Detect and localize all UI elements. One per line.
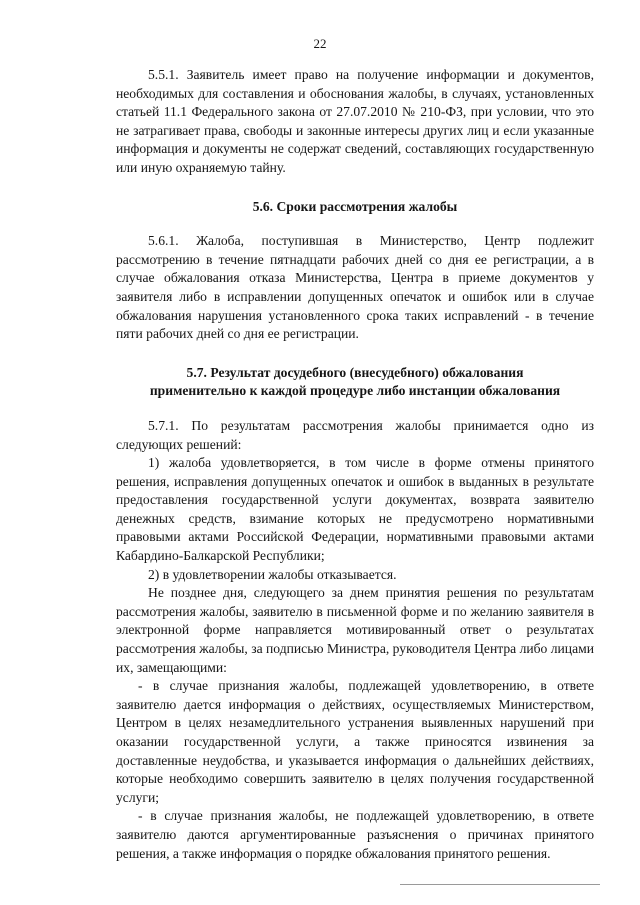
heading-5-7-line-1: 5.7. Результат досудебного (внесудебного) обжалования	[186, 364, 524, 380]
list-item-1: 1) жалоба удовлетворяется, в том числе в форме отмены принятого решения, исправления допущенных опечаток и ошибок в выданных в результате предоставления государственной услуги документах, возврата заявителю денежных средств, взимание которых не предусмотрено нормативными правовыми актами Российской Федерации, нормативными правовыми актами Кабардино-Балкарской Республики;	[116, 455, 594, 564]
paragraph-deadline: Не позднее дня, следующего за днем принятия решения по результатам рассмотрения жалобы, заявителю в письменной форме и по желанию заявителя в электронной форме направляется мотивированный ответ о результатах рассмотрения жалобы, за подписью Министра, руководителя Центра либо лицами их, замещающими:	[116, 585, 594, 675]
paragraph-5-6-1: 5.6.1. Жалоба, поступившая в Министерство, Центр подлежит рассмотрению в течение пятнадцати рабочих дней со дня ее регистрации, а в случае обжалования отказа Министерства, Центра в приеме документов у заявителя либо в исправлении допущенных опечаток и ошибок или в случае обжалования нарушения установленного срока таких исправлений - в течение пяти рабочих дней со дня ее регистрации.	[116, 233, 594, 342]
dash-item-satisfied: - в случае признания жалобы, подлежащей удовлетворению, в ответе заявителю дается информация о действиях, осуществляемых Министерством, Центром в целях незамедлительного устранения выявленных нарушений при оказании государственной услуги, а также приносятся извинения за доставленные неудобства, и указывается информация о дальнейших действиях, которые необходимо совершить заявителю в целях получения государственной услуги;	[116, 678, 594, 805]
dash-item-rejected: - в случае признания жалобы, не подлежащей удовлетворению, в ответе заявителю даются аргументированные разъяснения о причинах принятого решения, а также информация о порядке обжалования принятого решения.	[116, 808, 594, 861]
heading-5-6: 5.6. Сроки рассмотрения жалобы	[252, 198, 458, 214]
paragraph-5-7-1: 5.7.1. По результатам рассмотрения жалобы принимается одно из следующих решений:	[116, 417, 594, 452]
paragraph-5-5-1: 5.5.1. Заявитель имеет право на получение информации и документов, необходимых для составления и обоснования жалобы, в случаях, установленных статьей 11.1 Федерального закона от 27.07.2010 № 210-ФЗ, при условии, что это не затрагивает права, свободы и законные интересы других лиц и если указанные информация и документы не содержат сведений, составляющих государственную или иную охраняемую тайну.	[116, 67, 594, 175]
footer-divider	[400, 884, 600, 885]
heading-5-7	[116, 364, 594, 401]
list-item-2: 2) в удовлетворении жалобы отказывается.	[148, 566, 397, 582]
heading-5-7-line-2: применительно к каждой процедуре либо инстанции обжалования	[149, 383, 561, 399]
page-number: 22	[313, 36, 327, 51]
document-body	[116, 66, 594, 863]
